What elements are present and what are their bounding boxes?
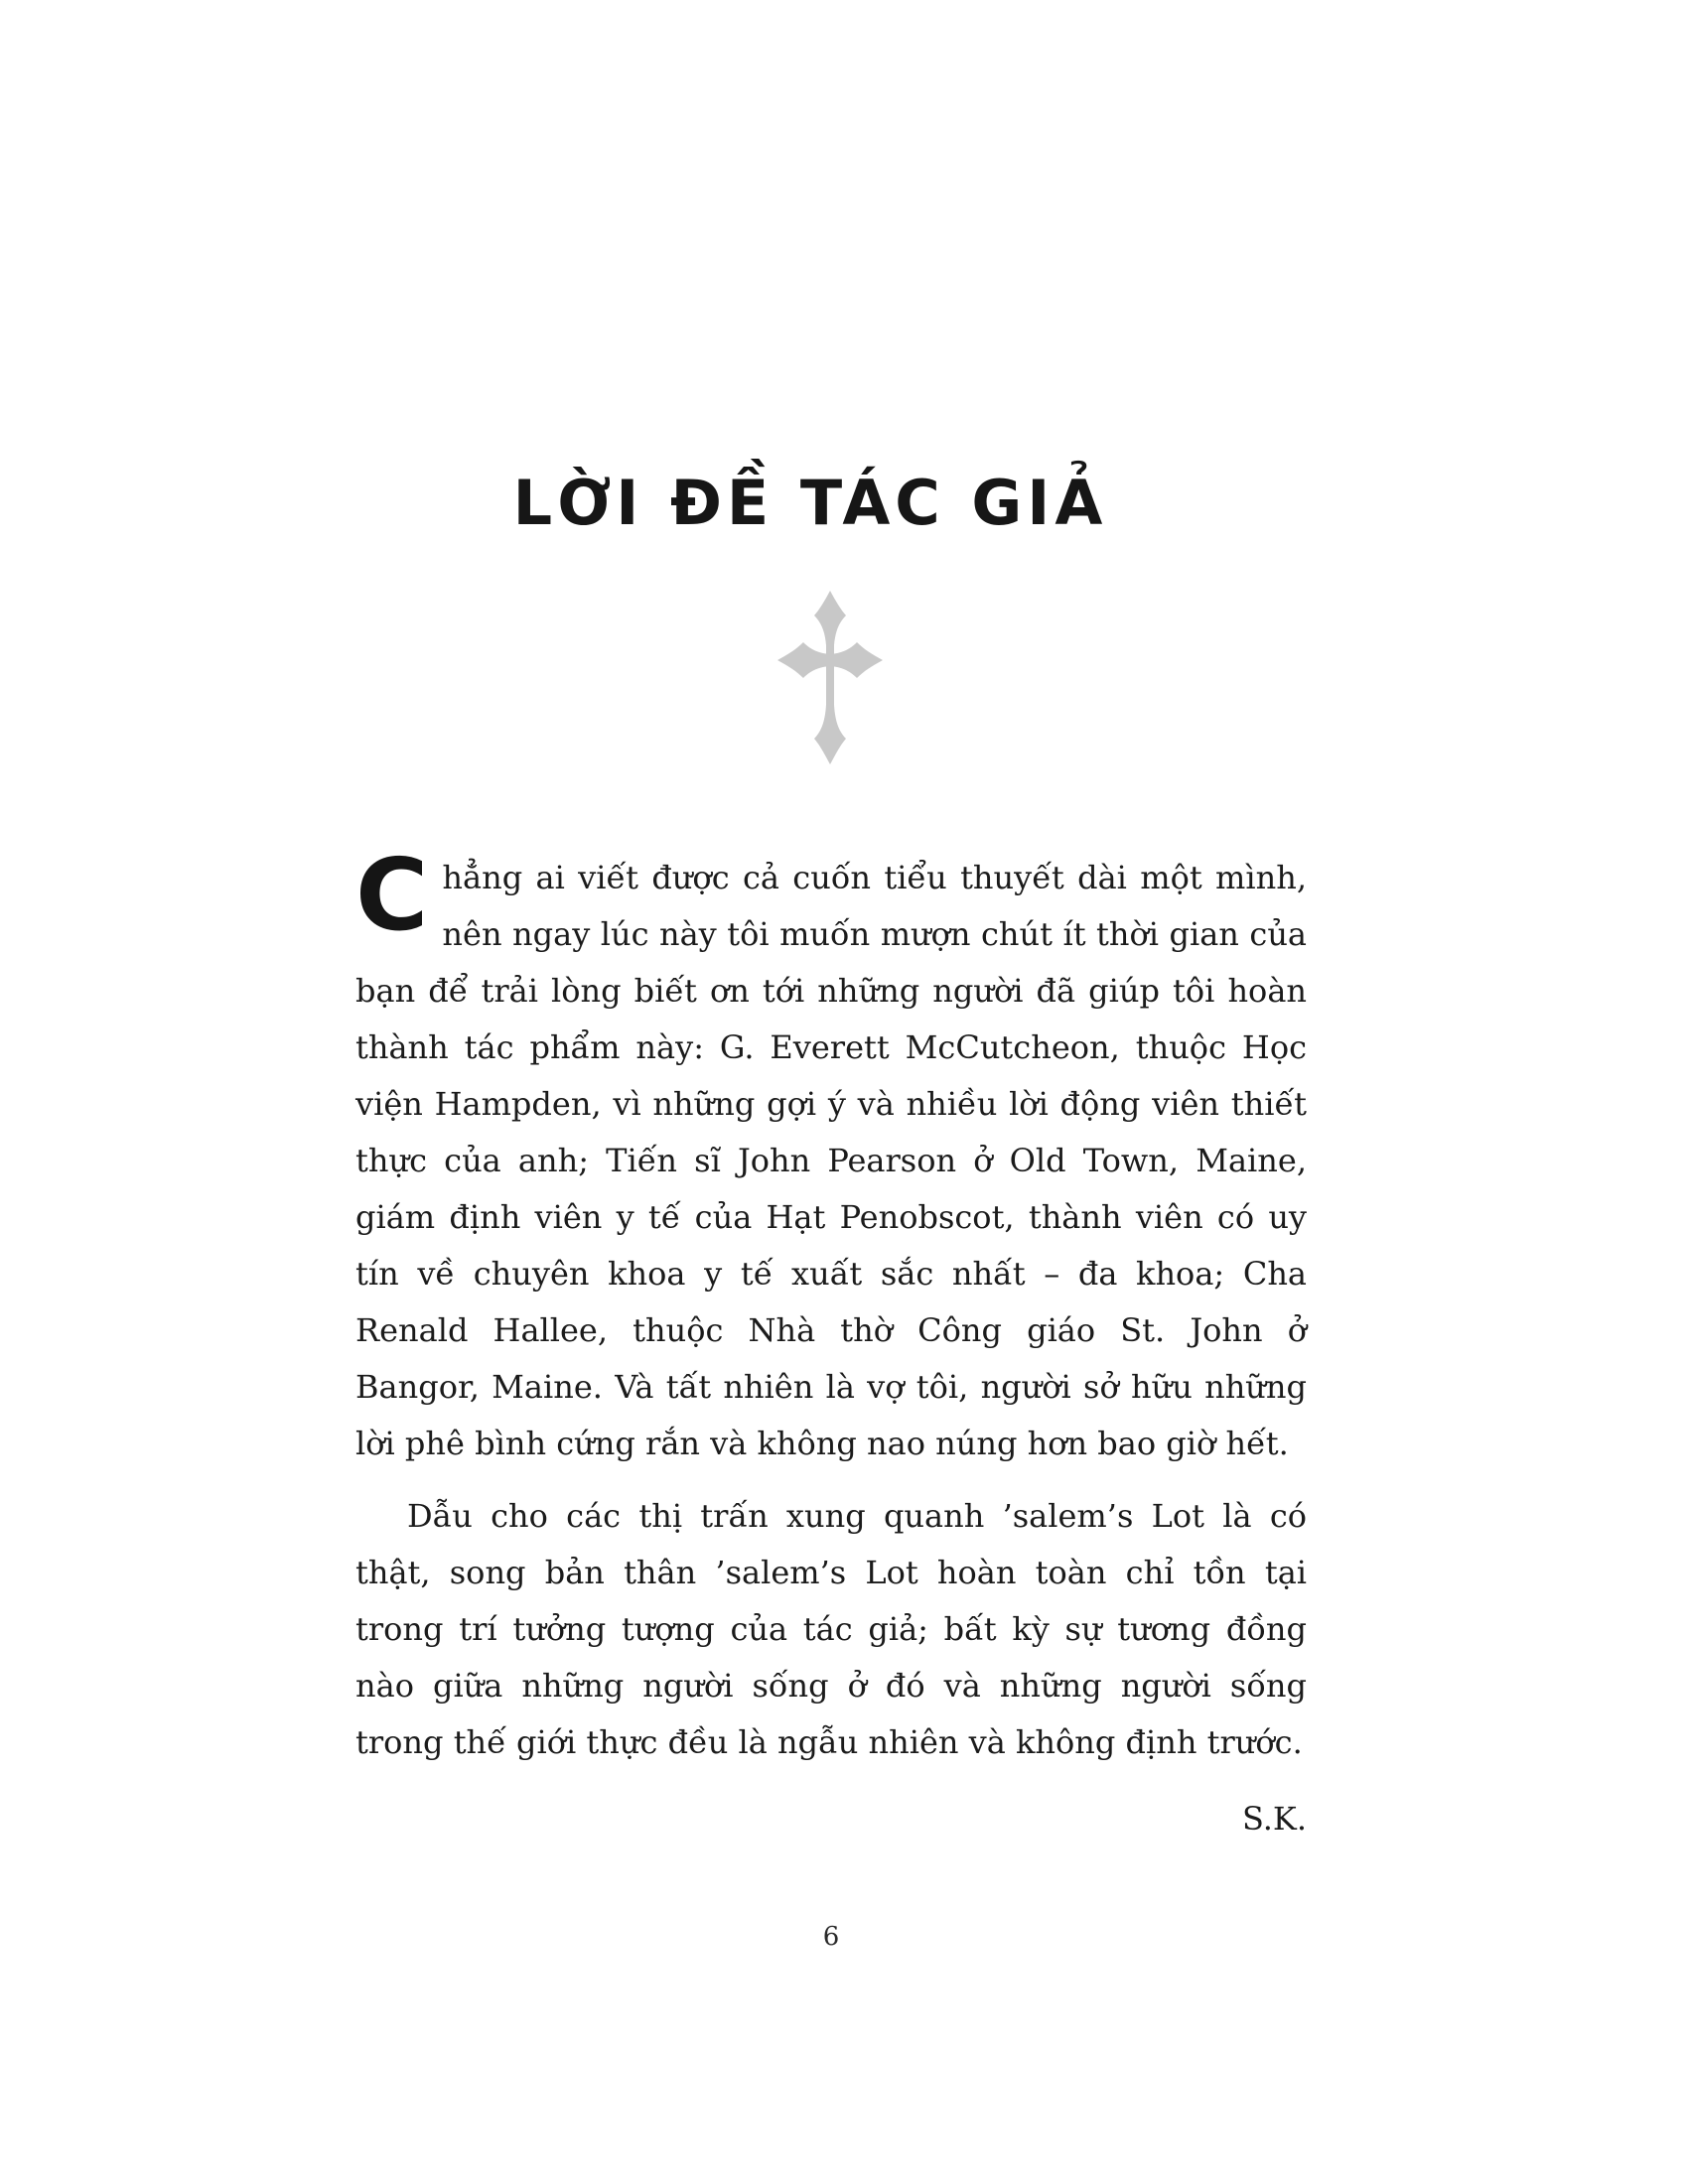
page-number: 6 (822, 1922, 840, 1952)
paragraph-disclaimer: Dẫu cho các thị trấn xung quanh ’salem’s Lot là có thật, song bản thân ’salem’s Lot hoàn toàn chỉ tồn tại trong trí tưởng tượng của tác giả; bất kỳ sự tương đồng nào giữa những người sống ở đó và những người sống trong thế giới thực đều là ngẫu nhiên và không định trước. (355, 1497, 1307, 1761)
paragraph-acknowledgements-text: hẳng ai viết được cả cuốn tiểu thuyết dài một mình, nên ngay lúc này tôi muốn mượn chút ít thời gian của bạn để trải lòng biết ơn tới những người đã giúp tôi hoàn thành tác phẩm này: G. Everett McCutcheon, thuộc Học viện Hampden, vì những gợi ý và nhiều lời động viên thiết thực của anh; Tiến sĩ John Pearson ở Old Town, Maine, giám định viên y tế của Hạt Penobscot, thành viên có uy tín về chuyên khoa y tế xuất sắc nhất – đa khoa; Cha Renald Hallee, thuộc Nhà thờ Công giáo St. John ở Bangor, Maine. Và tất nhiên là vợ tôi, người sở hữu những lời phê bình cứng rắn và không nao núng hơn bao giờ hết. (355, 859, 1307, 1462)
drop-cap: C (355, 837, 429, 953)
page-title: LỜI ĐỀ TÁC GIẢ (512, 466, 1108, 539)
author-note-body (355, 837, 1307, 1847)
author-signature: S.K. (1241, 1800, 1307, 1838)
cross-vertical-bar (814, 591, 846, 764)
paragraph-acknowledgements (355, 837, 1307, 1472)
cross-icon (777, 591, 883, 764)
